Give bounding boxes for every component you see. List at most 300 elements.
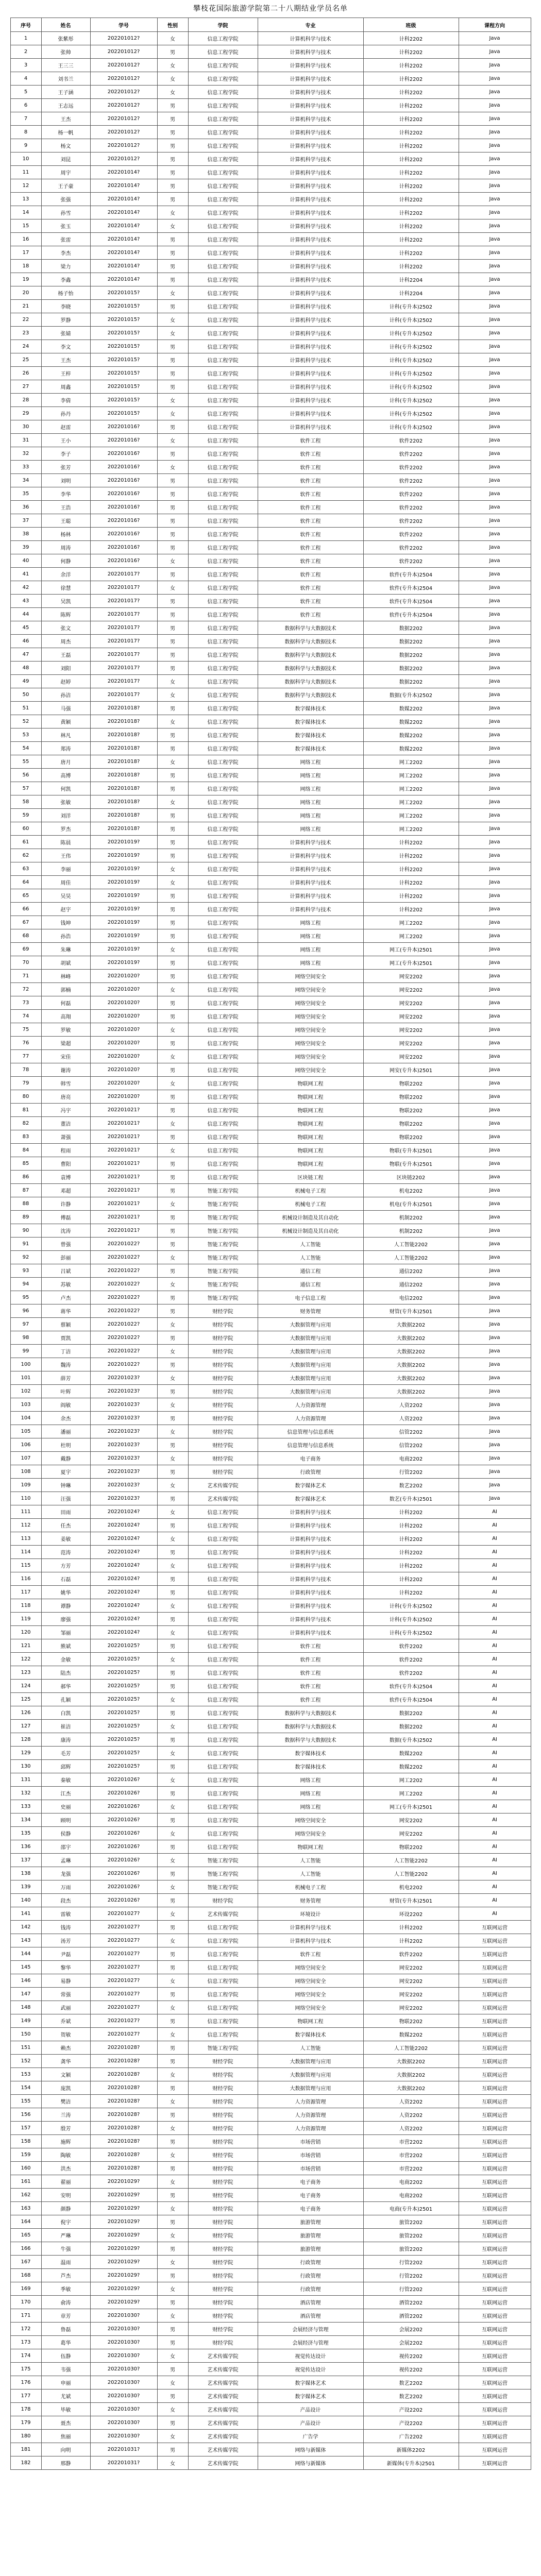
name-cell: 王子豪 [41,179,90,193]
name-cell: 龚华 [41,2055,90,2068]
major-cell: 计算机科学与技术 [258,1572,363,1586]
seq-cell: 94 [10,1278,41,1291]
track-cell: Java [459,795,531,809]
table-row [10,1988,531,2001]
class-cell: 软件2202 [363,1947,459,1961]
student-id-cell: 202201024? [90,1546,157,1559]
class-cell: 物联2202 [363,2014,459,2028]
major-cell: 行政管理 [258,2256,363,2269]
table-row [10,809,531,822]
name-cell: 毛芳 [41,1747,90,1760]
student-id-cell: 202201027? [90,2001,157,2014]
class-cell: 视传2202 [363,2363,459,2376]
major-cell: 计算机科学与技术 [258,313,363,327]
student-id-cell: 202201022? [90,1291,157,1304]
track-cell: Java [459,1238,531,1251]
gender-cell: 男 [157,608,188,621]
name-cell: 罗敏 [41,1023,90,1037]
name-cell: 段杰 [41,1894,90,1907]
table-row [10,795,531,809]
table-row [10,1304,531,1318]
name-cell: 尹磊 [41,1947,90,1961]
name-cell: 周佳 [41,876,90,889]
class-cell: 电商(专升本)2501 [363,2202,459,2215]
major-cell: 计算机科学与技术 [258,32,363,45]
seq-cell: 90 [10,1224,41,1238]
class-cell: 数艺2202 [363,2376,459,2389]
name-cell: 钱涛 [41,1921,90,1934]
seq-cell: 136 [10,1840,41,1854]
major-cell: 行政管理 [258,2282,363,2296]
major-cell: 计算机科学与技术 [258,193,363,206]
major-cell: 大数据管理与应用 [258,1371,363,1385]
track-cell: Java [459,608,531,621]
student-id-cell: 202201024? [90,1613,157,1626]
seq-cell: 179 [10,2416,41,2430]
major-cell: 会展经济与管理 [258,2336,363,2349]
seq-cell: 22 [10,313,41,327]
college-cell: 智能工程学院 [188,1867,258,1880]
name-cell: 申丽 [41,2376,90,2389]
college-cell: 信息工程学院 [188,862,258,876]
name-cell: 杨林 [41,528,90,541]
seq-cell: 85 [10,1157,41,1171]
student-id-cell: 202201020? [90,996,157,1010]
college-cell: 艺术传媒学院 [188,2403,258,2416]
track-cell: AI [459,1760,531,1773]
seq-cell: 69 [10,943,41,956]
student-id-cell: 202201024? [90,1572,157,1586]
college-cell: 信息工程学院 [188,420,258,434]
gender-cell: 女 [157,2028,188,2041]
student-id-cell: 202201027? [90,1947,157,1961]
college-cell: 信息工程学院 [188,1023,258,1037]
major-cell: 数字媒体技术 [258,728,363,742]
student-id-cell: 202201012? [90,126,157,139]
table-row [10,1907,531,1921]
name-cell: 王杰 [41,112,90,126]
table-row [10,1720,531,1733]
major-cell: 计算机科学与技术 [258,849,363,862]
major-cell: 网络空间安全 [258,1988,363,2001]
name-cell: 叶辉 [41,1385,90,1398]
college-cell: 信息工程学院 [188,193,258,206]
class-cell: 会展2202 [363,2323,459,2336]
table-row [10,367,531,380]
class-cell: 网安2202 [363,2001,459,2014]
college-cell: 信息工程学院 [188,474,258,487]
name-cell: 梁力 [41,260,90,273]
gender-cell: 女 [157,2430,188,2443]
class-cell: 计科(专升本)2502 [363,313,459,327]
seq-cell: 68 [10,929,41,943]
student-id-cell: 202201025? [90,1733,157,1747]
student-id-cell: 202201022? [90,1278,157,1291]
class-cell: 数据(专升本)2502 [363,688,459,702]
college-cell: 艺术传媒学院 [188,2389,258,2403]
name-cell: 文颖 [41,2068,90,2081]
major-cell: 计算机科学与技术 [258,1532,363,1546]
gender-cell: 男 [157,487,188,501]
table-row [10,2349,531,2363]
major-cell: 计算机科学与技术 [258,876,363,889]
major-cell: 计算机科学与技术 [258,903,363,916]
college-cell: 财经学院 [188,2323,258,2336]
table-row [10,2001,531,2014]
gender-cell: 男 [157,903,188,916]
seq-cell: 104 [10,1412,41,1425]
student-id-cell: 202201017? [90,688,157,702]
gender-cell: 男 [157,1787,188,1800]
class-cell: 计科2202 [363,260,459,273]
major-cell: 计算机科学与技术 [258,152,363,166]
track-cell: Java [459,447,531,461]
class-cell: 计科2204 [363,286,459,300]
major-cell: 计算机科学与技术 [258,260,363,273]
class-cell: 网安2202 [363,1814,459,1827]
track-cell: AI [459,1720,531,1733]
track-cell: Java [459,929,531,943]
major-cell: 网络工程 [258,956,363,970]
table-row [10,461,531,474]
gender-cell: 女 [157,434,188,447]
student-id-cell: 202201023? [90,1438,157,1452]
table-row [10,1666,531,1680]
gender-cell: 女 [157,1452,188,1465]
major-cell: 软件工程 [258,568,363,581]
seq-cell: 5 [10,86,41,99]
name-cell: 熊斌 [41,1639,90,1653]
college-cell: 信息工程学院 [188,1171,258,1184]
student-id-cell: 202201026? [90,1854,157,1867]
name-cell: 崔洁 [41,1720,90,1733]
student-id-cell: 202201015? [90,380,157,394]
seq-cell: 3 [10,59,41,72]
gender-cell: 男 [157,1733,188,1747]
table-row [10,1184,531,1197]
track-cell: Java [459,1104,531,1117]
class-cell: 行管2202 [363,1465,459,1479]
gender-cell: 男 [157,2162,188,2175]
class-cell: 软件(专升本)2504 [363,581,459,595]
table-row [10,675,531,688]
seq-cell: 132 [10,1787,41,1800]
track-cell: 互联网运营 [459,2309,531,2323]
class-cell: 网工2202 [363,916,459,929]
college-cell: 财经学院 [188,2336,258,2349]
track-cell: Java [459,394,531,407]
student-id-cell: 202201017? [90,595,157,608]
track-cell: Java [459,1023,531,1037]
track-cell: Java [459,32,531,45]
seq-cell: 25 [10,353,41,367]
name-cell: 石磊 [41,1572,90,1586]
track-cell: Java [459,769,531,782]
class-cell: 行管2202 [363,2269,459,2282]
table-row [10,59,531,72]
name-cell: 王聪 [41,514,90,528]
name-cell: 罗静 [41,313,90,327]
table-row [10,1412,531,1425]
track-cell: Java [459,528,531,541]
seq-cell: 143 [10,1934,41,1947]
track-cell: Java [459,715,531,728]
gender-cell: 男 [157,1358,188,1371]
major-cell: 信息管理与信息系统 [258,1425,363,1438]
seq-cell: 102 [10,1385,41,1398]
gender-cell: 女 [157,2456,188,2470]
college-cell: 信息工程学院 [188,662,258,675]
college-cell: 信息工程学院 [188,353,258,367]
name-cell: 毕敏 [41,2403,90,2416]
class-cell: 大数据2202 [363,1345,459,1358]
gender-cell: 男 [157,179,188,193]
student-id-cell: 202201020? [90,1010,157,1023]
gender-cell: 男 [157,1264,188,1278]
class-cell: 网安2202 [363,1827,459,1840]
college-cell: 智能工程学院 [188,1291,258,1304]
name-cell: 陈辉 [41,608,90,621]
name-cell: 夏宇 [41,1465,90,1479]
student-id-cell: 202201015? [90,394,157,407]
seq-cell: 151 [10,2041,41,2055]
gender-cell: 男 [157,2014,188,2028]
table-row [10,407,531,420]
student-id-cell: 202201030? [90,2309,157,2323]
seq-cell: 51 [10,702,41,715]
table-row [10,1840,531,1854]
major-cell: 数据科学与大数据技术 [258,1720,363,1733]
student-id-cell: 202201027? [90,1961,157,1974]
major-cell: 大数据管理与应用 [258,2081,363,2095]
student-id-cell: 202201019? [90,849,157,862]
college-cell: 信息工程学院 [188,461,258,474]
name-cell: 彭丽 [41,1251,90,1264]
table-row [10,327,531,340]
gender-cell: 男 [157,1639,188,1653]
table-row [10,2456,531,2470]
major-cell: 计算机科学与技术 [258,407,363,420]
student-id-cell: 202201025? [90,1720,157,1733]
college-cell: 信息工程学院 [188,1077,258,1090]
name-cell: 焦丽 [41,2430,90,2443]
college-cell: 信息工程学院 [188,1104,258,1117]
class-cell: 计科2202 [363,849,459,862]
major-cell: 电子商务 [258,2202,363,2215]
college-cell: 信息工程学院 [188,45,258,59]
table-row [10,353,531,367]
track-cell: AI [459,1532,531,1546]
table-row [10,1050,531,1063]
major-cell: 计算机科学与技术 [258,126,363,139]
student-id-cell: 202201012? [90,86,157,99]
college-cell: 信息工程学院 [188,903,258,916]
class-cell: 酒管2202 [363,2309,459,2323]
track-cell: 互联网运营 [459,2095,531,2108]
track-cell: Java [459,126,531,139]
class-cell: 网工2202 [363,755,459,769]
name-cell: 蔡颖 [41,1318,90,1331]
student-id-cell: 202201025? [90,1680,157,1693]
table-row [10,2081,531,2095]
class-cell: 计科(专升本)2502 [363,394,459,407]
seq-cell: 140 [10,1894,41,1907]
major-cell: 计算机科学与技术 [258,233,363,246]
gender-cell: 女 [157,554,188,568]
college-cell: 信息工程学院 [188,715,258,728]
table-row [10,1586,531,1599]
student-id-cell: 202201030? [90,2349,157,2363]
class-cell: 人工智能2202 [363,1238,459,1251]
track-cell: Java [459,782,531,795]
class-cell: 数据2202 [363,662,459,675]
track-cell: Java [459,514,531,528]
table-row [10,1077,531,1090]
major-cell: 酒店管理 [258,2309,363,2323]
table-row [10,1157,531,1171]
table-row [10,193,531,206]
seq-cell: 127 [10,1720,41,1733]
name-cell: 王梓 [41,367,90,380]
major-cell: 大数据管理与应用 [258,2055,363,2068]
name-cell: 郝华 [41,1680,90,1693]
track-cell: Java [459,662,531,675]
name-cell: 杜明 [41,1438,90,1452]
college-cell: 信息工程学院 [188,367,258,380]
name-cell: 朱琳 [41,943,90,956]
gender-cell: 男 [157,1090,188,1104]
major-cell: 数据科学与大数据技术 [258,635,363,648]
class-cell: 计科2202 [363,206,459,219]
college-cell: 信息工程学院 [188,1559,258,1572]
name-cell: 汪强 [41,1492,90,1505]
major-cell: 机械电子工程 [258,1880,363,1894]
table-row [10,648,531,662]
name-cell: 周杰 [41,635,90,648]
gender-cell: 男 [157,702,188,715]
table-row [10,2296,531,2309]
student-id-cell: 202201014? [90,273,157,286]
student-id-cell: 202201015? [90,327,157,340]
student-id-cell: 202201022? [90,1358,157,1371]
table-row [10,2269,531,2282]
table-row [10,286,531,300]
table-row [10,1398,531,1412]
seq-cell: 9 [10,139,41,152]
college-cell: 信息工程学院 [188,648,258,662]
major-cell: 计算机科学与技术 [258,286,363,300]
track-cell: 互联网运营 [459,2189,531,2202]
student-id-cell: 202201018? [90,809,157,822]
track-cell: Java [459,983,531,996]
college-cell: 信息工程学院 [188,2001,258,2014]
class-cell: 大数据2202 [363,1318,459,1331]
gender-cell: 男 [157,420,188,434]
column-header-class: 班级 [363,18,459,32]
name-cell: 萧强 [41,1130,90,1144]
class-cell: 信管2202 [363,1425,459,1438]
college-cell: 信息工程学院 [188,769,258,782]
class-cell: 网工2202 [363,822,459,836]
column-header-student-id: 学号 [90,18,157,32]
seq-cell: 11 [10,166,41,179]
class-cell: 人资2202 [363,2108,459,2122]
class-cell: 计科(专升本)2502 [363,353,459,367]
class-cell: 计科(专升本)2502 [363,1613,459,1626]
college-cell: 信息工程学院 [188,1599,258,1613]
major-cell: 数字媒体技术 [258,2028,363,2041]
major-cell: 通信工程 [258,1264,363,1278]
name-cell: 方芳 [41,1559,90,1572]
seq-cell: 34 [10,474,41,487]
track-cell: Java [459,1371,531,1385]
track-cell: Java [459,340,531,353]
major-cell: 人力资源管理 [258,2122,363,2135]
track-cell: 互联网运营 [459,2162,531,2175]
seq-cell: 81 [10,1104,41,1117]
track-cell: AI [459,1894,531,1907]
class-cell: 计科2202 [363,1559,459,1572]
student-id-cell: 202201021? [90,1144,157,1157]
seq-cell: 142 [10,1921,41,1934]
seq-cell: 129 [10,1747,41,1760]
name-cell: 邓超 [41,1184,90,1197]
gender-cell: 男 [157,1546,188,1559]
gender-cell: 男 [157,595,188,608]
major-cell: 软件工程 [258,474,363,487]
student-id-cell: 202201029? [90,2296,157,2309]
college-cell: 信息工程学院 [188,728,258,742]
gender-cell: 男 [157,648,188,662]
college-cell: 信息工程学院 [188,889,258,903]
gender-cell: 女 [157,1532,188,1546]
seq-cell: 16 [10,233,41,246]
track-cell: 互联网运营 [459,1947,531,1961]
student-id-cell: 202201028? [90,2135,157,2148]
gender-cell: 男 [157,2041,188,2055]
class-cell: 计科(专升本)2502 [363,1626,459,1639]
table-row [10,2175,531,2189]
college-cell: 信息工程学院 [188,32,258,45]
name-cell: 谢涛 [41,1063,90,1077]
gender-cell: 女 [157,1854,188,1867]
track-cell: AI [459,1706,531,1720]
name-cell: 江杰 [41,1787,90,1800]
class-cell: 大数据2202 [363,1371,459,1385]
gender-cell: 女 [157,1425,188,1438]
name-cell: 王子涵 [41,86,90,99]
name-cell: 沈涛 [41,1224,90,1238]
student-id-cell: 202201024? [90,1519,157,1532]
major-cell: 物联网工程 [258,1840,363,1854]
track-cell: 互联网运营 [459,2376,531,2389]
gender-cell: 女 [157,2256,188,2269]
table-row [10,1706,531,1720]
student-id-cell: 202201022? [90,1345,157,1358]
student-id-cell: 202201018? [90,769,157,782]
track-cell: 互联网运营 [459,1974,531,1988]
major-cell: 计算机科学与技术 [258,1505,363,1519]
student-id-cell: 202201029? [90,2175,157,2189]
major-cell: 机械电子工程 [258,1197,363,1211]
major-cell: 软件工程 [258,1693,363,1706]
track-cell: AI [459,1840,531,1854]
table-row [10,970,531,983]
table-row [10,1278,531,1291]
table-row [10,32,531,45]
student-id-cell: 202201012? [90,112,157,126]
gender-cell: 男 [157,340,188,353]
